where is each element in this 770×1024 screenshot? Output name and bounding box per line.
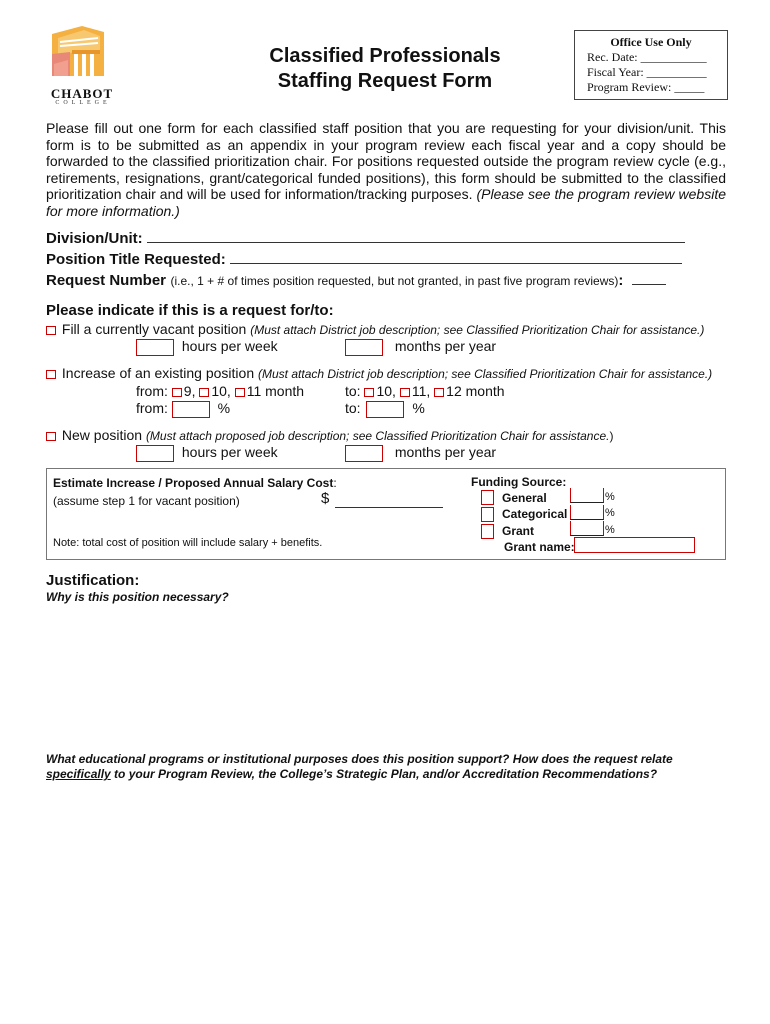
question-2-part-b: to your Program Review, the College’s Strategic Plan, and/or Accreditation Recommendations? bbox=[110, 767, 658, 781]
new-position-row bbox=[46, 427, 613, 443]
to-pct-sign: % bbox=[412, 400, 425, 416]
categorical-checkbox[interactable] bbox=[481, 507, 494, 522]
from-pct-label: from: bbox=[136, 400, 168, 416]
title-line-2: Staffing Request Form bbox=[277, 70, 493, 92]
fiscal-year-line: Fiscal Year: __________ bbox=[587, 65, 707, 79]
grant-label: Grant bbox=[502, 524, 535, 538]
salary-funding-box bbox=[46, 468, 726, 560]
from-pct-input[interactable] bbox=[172, 401, 210, 418]
grant-pct-sign: % bbox=[605, 524, 615, 536]
increase-from-months-row bbox=[136, 383, 304, 399]
from-10-checkbox[interactable] bbox=[199, 388, 209, 397]
program-review-line: Program Review: _____ bbox=[587, 80, 705, 94]
intro-paragraph bbox=[46, 120, 726, 219]
vacant-hours-label: hours per week bbox=[181, 338, 278, 354]
from-9-label: 9, bbox=[183, 383, 196, 399]
new-position-note: (Must attach proposed job description; see Classified Prioritization Chair for assistance. bbox=[145, 429, 610, 443]
general-label: General bbox=[502, 491, 547, 505]
funding-heading: Funding Source: bbox=[471, 475, 567, 489]
vacant-months-label: months per year bbox=[394, 338, 497, 354]
logo-text: CHABOT bbox=[50, 86, 114, 101]
header-fields bbox=[46, 230, 726, 293]
vacant-hours-input[interactable] bbox=[136, 339, 174, 356]
justification-question-2 bbox=[46, 752, 736, 782]
salary-note: Note: total cost of position will include salary + benefits. bbox=[53, 537, 323, 549]
from-11-label: 11 month bbox=[246, 383, 305, 399]
position-title-label: Position Title Requested: bbox=[46, 251, 226, 268]
new-hours-input[interactable] bbox=[136, 445, 174, 462]
general-checkbox[interactable] bbox=[481, 490, 494, 505]
division-label: Division/Unit: bbox=[46, 230, 143, 247]
grant-pct-input[interactable] bbox=[570, 521, 604, 536]
new-position-checkbox[interactable] bbox=[46, 432, 56, 441]
request-type-heading: Please indicate if this is a request for/to: bbox=[46, 302, 334, 319]
increase-to-months-row bbox=[345, 383, 505, 399]
vacant-months-input[interactable] bbox=[345, 339, 383, 356]
new-hours-row bbox=[136, 444, 278, 462]
vacant-months-row bbox=[345, 338, 496, 356]
justification-heading: Justification: bbox=[46, 572, 140, 589]
categorical-pct-sign: % bbox=[605, 507, 615, 519]
new-months-label: months per year bbox=[394, 444, 497, 460]
new-position-label: New position bbox=[61, 427, 143, 443]
dollar-sign: $ bbox=[321, 490, 330, 507]
request-number-note: (i.e., 1 + # of times position requested, but not granted, in past five program reviews) bbox=[170, 274, 619, 288]
estimate-colon: : bbox=[333, 476, 337, 490]
to-11-checkbox[interactable] bbox=[400, 388, 410, 397]
title-line-1: Classified Professionals bbox=[269, 45, 501, 67]
estimate-label: Estimate Increase / Proposed Annual Salary Cost bbox=[53, 476, 334, 490]
from-11-checkbox[interactable] bbox=[235, 388, 245, 397]
programs-answer-area[interactable] bbox=[46, 790, 726, 1000]
chabot-logo bbox=[42, 24, 122, 116]
vacant-note: (Must attach District job description; see Classified Prioritization Chair for assistance.) bbox=[250, 323, 705, 337]
to-pct-input[interactable] bbox=[366, 401, 404, 418]
office-use-box bbox=[574, 30, 728, 100]
vacant-hours-row bbox=[136, 338, 278, 356]
increase-checkbox[interactable] bbox=[46, 370, 56, 379]
new-months-row bbox=[345, 444, 496, 462]
increase-row bbox=[46, 365, 712, 381]
from-pct-sign: % bbox=[217, 400, 231, 416]
grant-checkbox[interactable] bbox=[481, 524, 494, 539]
question-2-emphasis: specifically bbox=[46, 767, 111, 781]
categorical-pct-input[interactable] bbox=[570, 505, 604, 520]
increase-from-pct-row bbox=[136, 400, 230, 418]
division-input[interactable] bbox=[147, 242, 685, 243]
salary-input[interactable] bbox=[335, 507, 443, 508]
to-11-label: 11, bbox=[411, 383, 431, 399]
to-12-label: 12 month bbox=[446, 383, 505, 399]
new-hours-label: hours per week bbox=[181, 444, 278, 460]
to-12-checkbox[interactable] bbox=[434, 388, 444, 397]
to-10-checkbox[interactable] bbox=[364, 388, 374, 397]
grant-name-label: Grant name: bbox=[504, 540, 575, 554]
question-2-part-a: What educational programs or institutional purposes does this position support? How does the request relate bbox=[46, 752, 673, 766]
justification-answer-area[interactable] bbox=[46, 604, 726, 744]
position-title-input[interactable] bbox=[230, 263, 682, 264]
estimate-row bbox=[53, 476, 337, 490]
general-pct-sign: % bbox=[605, 491, 615, 503]
from-9-checkbox[interactable] bbox=[172, 388, 182, 397]
assume-note: (assume step 1 for vacant position) bbox=[53, 494, 240, 508]
vacant-label: Fill a currently vacant position bbox=[61, 321, 247, 337]
office-use-heading: Office Use Only bbox=[610, 35, 692, 49]
increase-note: (Must attach District job description; see Classified Prioritization Chair for assistance.) bbox=[258, 367, 713, 381]
logo-subtext: COLLEGE bbox=[55, 100, 111, 106]
new-months-input[interactable] bbox=[345, 445, 383, 462]
intro-italic: (Please see the program review website for more information.) bbox=[46, 186, 727, 219]
page-title bbox=[230, 44, 540, 94]
request-number-input[interactable] bbox=[632, 284, 666, 285]
request-number-label: Request Number bbox=[46, 272, 167, 289]
justification-question-1: Why is this position necessary? bbox=[46, 590, 229, 604]
general-pct-input[interactable] bbox=[570, 488, 604, 503]
new-position-note-close: ) bbox=[609, 429, 614, 443]
increase-label: Increase of an existing position bbox=[61, 365, 255, 381]
vacant-row bbox=[46, 321, 704, 337]
to-10-label: 10, bbox=[376, 383, 396, 399]
intro-text: Please fill out one form for each classified staff position that you are requesting for your division/unit. This form is to be submitted as an appendix in your program review each fiscal year and a copy should be forwarded to the classified prioritization chair. For positions requested outside the program review cycle (e.g., retirements, resignations, grant/categorical funded positions), this form should be submitted to the classified prioritization chair and will be used for information/tracking purposes. bbox=[46, 120, 726, 202]
from-10-label: 10, bbox=[211, 383, 231, 399]
grant-name-input[interactable] bbox=[574, 537, 695, 553]
categorical-label: Categorical bbox=[502, 507, 568, 521]
to-pct-label: to: bbox=[345, 400, 361, 416]
rec-date-line: Rec. Date: ___________ bbox=[587, 50, 707, 64]
request-number-colon: : bbox=[618, 272, 624, 289]
to-label: to: bbox=[345, 383, 361, 399]
vacant-checkbox[interactable] bbox=[46, 326, 56, 335]
increase-to-pct-row bbox=[345, 400, 425, 418]
from-label: from: bbox=[136, 383, 168, 399]
